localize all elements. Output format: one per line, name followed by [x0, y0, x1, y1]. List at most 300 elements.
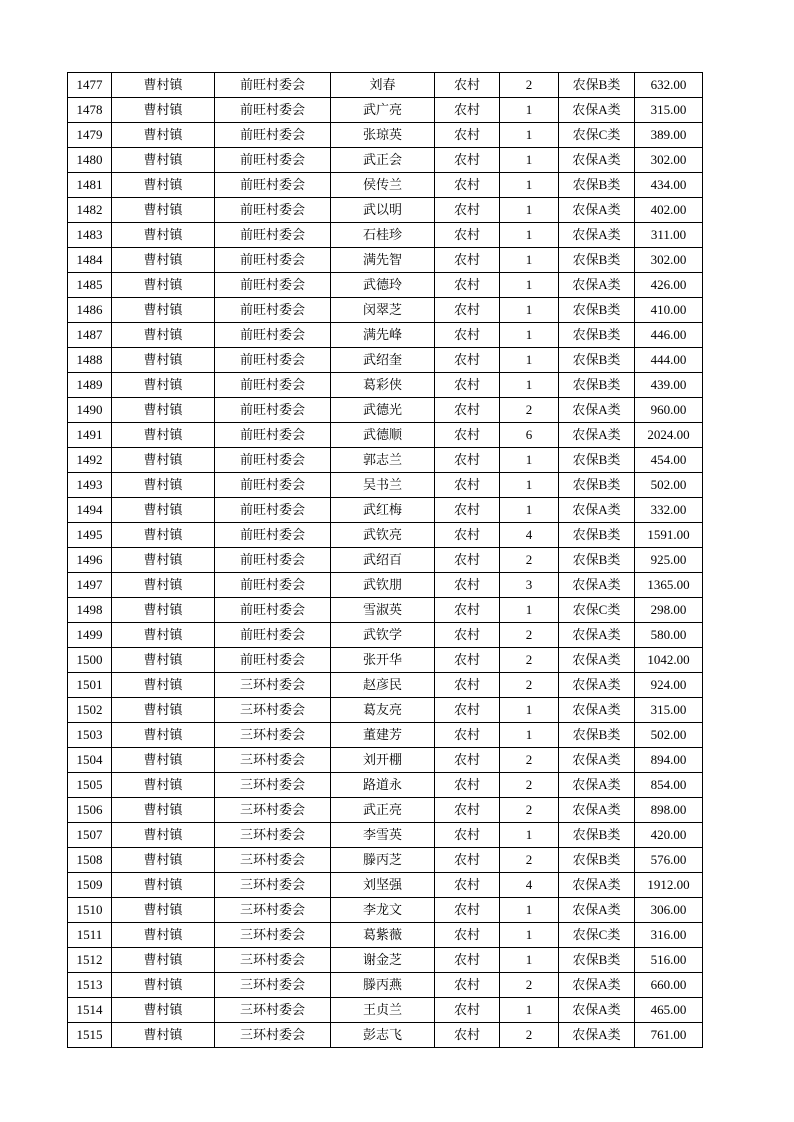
table-row — [68, 423, 703, 448]
table-row — [68, 98, 703, 123]
member-count-cell: 2 — [500, 73, 559, 98]
table-row — [68, 673, 703, 698]
table-row — [68, 173, 703, 198]
serial-number-cell: 1509 — [68, 873, 112, 898]
name-cell: 闵翠芝 — [331, 298, 435, 323]
name-cell: 武绍奎 — [331, 348, 435, 373]
insurance-category-cell: 农保B类 — [559, 723, 635, 748]
relief-roster-table — [67, 72, 703, 1048]
insurance-category-cell: 农保B类 — [559, 173, 635, 198]
member-count-cell: 1 — [500, 948, 559, 973]
name-cell: 武绍百 — [331, 548, 435, 573]
amount-cell: 302.00 — [635, 148, 703, 173]
village-committee-cell: 三环村委会 — [215, 973, 331, 998]
household-type-cell: 农村 — [435, 473, 500, 498]
member-count-cell: 2 — [500, 648, 559, 673]
village-committee-cell: 三环村委会 — [215, 948, 331, 973]
serial-number-cell: 1500 — [68, 648, 112, 673]
table-row — [68, 898, 703, 923]
name-cell: 赵彦民 — [331, 673, 435, 698]
town-cell: 曹村镇 — [112, 398, 215, 423]
insurance-category-cell: 农保B类 — [559, 248, 635, 273]
town-cell: 曹村镇 — [112, 498, 215, 523]
name-cell: 刘春 — [331, 73, 435, 98]
household-type-cell: 农村 — [435, 123, 500, 148]
household-type-cell: 农村 — [435, 498, 500, 523]
table-row — [68, 848, 703, 873]
name-cell: 董建芳 — [331, 723, 435, 748]
serial-number-cell: 1477 — [68, 73, 112, 98]
household-type-cell: 农村 — [435, 398, 500, 423]
insurance-category-cell: 农保A类 — [559, 673, 635, 698]
amount-cell: 502.00 — [635, 723, 703, 748]
table-row — [68, 698, 703, 723]
village-committee-cell: 三环村委会 — [215, 923, 331, 948]
village-committee-cell: 三环村委会 — [215, 848, 331, 873]
table-row — [68, 498, 703, 523]
member-count-cell: 1 — [500, 323, 559, 348]
village-committee-cell: 前旺村委会 — [215, 298, 331, 323]
serial-number-cell: 1490 — [68, 398, 112, 423]
amount-cell: 426.00 — [635, 273, 703, 298]
household-type-cell: 农村 — [435, 598, 500, 623]
amount-cell: 302.00 — [635, 248, 703, 273]
amount-cell: 660.00 — [635, 973, 703, 998]
insurance-category-cell: 农保A类 — [559, 898, 635, 923]
insurance-category-cell: 农保A类 — [559, 973, 635, 998]
household-type-cell: 农村 — [435, 823, 500, 848]
serial-number-cell: 1514 — [68, 998, 112, 1023]
amount-cell: 446.00 — [635, 323, 703, 348]
insurance-category-cell: 农保B类 — [559, 548, 635, 573]
household-type-cell: 农村 — [435, 423, 500, 448]
town-cell: 曹村镇 — [112, 98, 215, 123]
member-count-cell: 1 — [500, 448, 559, 473]
town-cell: 曹村镇 — [112, 998, 215, 1023]
village-committee-cell: 前旺村委会 — [215, 73, 331, 98]
insurance-category-cell: 农保A类 — [559, 623, 635, 648]
town-cell: 曹村镇 — [112, 973, 215, 998]
household-type-cell: 农村 — [435, 348, 500, 373]
village-committee-cell: 三环村委会 — [215, 998, 331, 1023]
insurance-category-cell: 农保A类 — [559, 1023, 635, 1048]
town-cell: 曹村镇 — [112, 873, 215, 898]
town-cell: 曹村镇 — [112, 198, 215, 223]
village-committee-cell: 前旺村委会 — [215, 473, 331, 498]
member-count-cell: 1 — [500, 148, 559, 173]
village-committee-cell: 前旺村委会 — [215, 548, 331, 573]
town-cell: 曹村镇 — [112, 898, 215, 923]
name-cell: 武钦朋 — [331, 573, 435, 598]
serial-number-cell: 1510 — [68, 898, 112, 923]
household-type-cell: 农村 — [435, 673, 500, 698]
name-cell: 谢金芝 — [331, 948, 435, 973]
village-committee-cell: 前旺村委会 — [215, 198, 331, 223]
household-type-cell: 农村 — [435, 798, 500, 823]
amount-cell: 311.00 — [635, 223, 703, 248]
insurance-category-cell: 农保B类 — [559, 348, 635, 373]
town-cell: 曹村镇 — [112, 523, 215, 548]
insurance-category-cell: 农保B类 — [559, 323, 635, 348]
village-committee-cell: 三环村委会 — [215, 698, 331, 723]
household-type-cell: 农村 — [435, 248, 500, 273]
table-row — [68, 773, 703, 798]
table-row — [68, 1023, 703, 1048]
member-count-cell: 4 — [500, 523, 559, 548]
household-type-cell: 农村 — [435, 223, 500, 248]
household-type-cell: 农村 — [435, 623, 500, 648]
member-count-cell: 1 — [500, 198, 559, 223]
name-cell: 葛友亮 — [331, 698, 435, 723]
serial-number-cell: 1497 — [68, 573, 112, 598]
name-cell: 武钦亮 — [331, 523, 435, 548]
serial-number-cell: 1501 — [68, 673, 112, 698]
town-cell: 曹村镇 — [112, 773, 215, 798]
serial-number-cell: 1505 — [68, 773, 112, 798]
household-type-cell: 农村 — [435, 848, 500, 873]
amount-cell: 332.00 — [635, 498, 703, 523]
household-type-cell: 农村 — [435, 573, 500, 598]
serial-number-cell: 1495 — [68, 523, 112, 548]
village-committee-cell: 前旺村委会 — [215, 398, 331, 423]
name-cell: 吴书兰 — [331, 473, 435, 498]
village-committee-cell: 前旺村委会 — [215, 648, 331, 673]
amount-cell: 420.00 — [635, 823, 703, 848]
insurance-category-cell: 农保A类 — [559, 223, 635, 248]
name-cell: 葛紫薇 — [331, 923, 435, 948]
member-count-cell: 1 — [500, 98, 559, 123]
town-cell: 曹村镇 — [112, 698, 215, 723]
household-type-cell: 农村 — [435, 1023, 500, 1048]
insurance-category-cell: 农保A类 — [559, 498, 635, 523]
amount-cell: 454.00 — [635, 448, 703, 473]
amount-cell: 580.00 — [635, 623, 703, 648]
name-cell: 石桂珍 — [331, 223, 435, 248]
village-committee-cell: 三环村委会 — [215, 823, 331, 848]
amount-cell: 898.00 — [635, 798, 703, 823]
serial-number-cell: 1513 — [68, 973, 112, 998]
town-cell: 曹村镇 — [112, 248, 215, 273]
name-cell: 武广亮 — [331, 98, 435, 123]
insurance-category-cell: 农保C类 — [559, 123, 635, 148]
insurance-category-cell: 农保A类 — [559, 873, 635, 898]
name-cell: 刘坚强 — [331, 873, 435, 898]
name-cell: 张开华 — [331, 648, 435, 673]
member-count-cell: 1 — [500, 898, 559, 923]
serial-number-cell: 1493 — [68, 473, 112, 498]
name-cell: 武红梅 — [331, 498, 435, 523]
town-cell: 曹村镇 — [112, 273, 215, 298]
table-row — [68, 473, 703, 498]
household-type-cell: 农村 — [435, 723, 500, 748]
table-row — [68, 973, 703, 998]
amount-cell: 925.00 — [635, 548, 703, 573]
serial-number-cell: 1489 — [68, 373, 112, 398]
table-row — [68, 373, 703, 398]
serial-number-cell: 1507 — [68, 823, 112, 848]
insurance-category-cell: 农保A类 — [559, 648, 635, 673]
table-row — [68, 923, 703, 948]
table-row — [68, 948, 703, 973]
village-committee-cell: 前旺村委会 — [215, 98, 331, 123]
amount-cell: 576.00 — [635, 848, 703, 873]
table-row — [68, 598, 703, 623]
table-row — [68, 998, 703, 1023]
table-row — [68, 623, 703, 648]
name-cell: 武德光 — [331, 398, 435, 423]
name-cell: 雪淑英 — [331, 598, 435, 623]
member-count-cell: 1 — [500, 823, 559, 848]
member-count-cell: 1 — [500, 373, 559, 398]
insurance-category-cell: 农保A类 — [559, 398, 635, 423]
village-committee-cell: 前旺村委会 — [215, 323, 331, 348]
village-committee-cell: 三环村委会 — [215, 873, 331, 898]
village-committee-cell: 三环村委会 — [215, 673, 331, 698]
serial-number-cell: 1487 — [68, 323, 112, 348]
insurance-category-cell: 农保B类 — [559, 73, 635, 98]
village-committee-cell: 前旺村委会 — [215, 148, 331, 173]
member-count-cell: 2 — [500, 548, 559, 573]
household-type-cell: 农村 — [435, 998, 500, 1023]
household-type-cell: 农村 — [435, 923, 500, 948]
member-count-cell: 1 — [500, 348, 559, 373]
village-committee-cell: 三环村委会 — [215, 723, 331, 748]
insurance-category-cell: 农保A类 — [559, 698, 635, 723]
table-row — [68, 548, 703, 573]
serial-number-cell: 1492 — [68, 448, 112, 473]
village-committee-cell: 前旺村委会 — [215, 173, 331, 198]
table-row — [68, 323, 703, 348]
insurance-category-cell: 农保A类 — [559, 748, 635, 773]
insurance-category-cell: 农保A类 — [559, 998, 635, 1023]
serial-number-cell: 1478 — [68, 98, 112, 123]
table-row — [68, 448, 703, 473]
amount-cell: 960.00 — [635, 398, 703, 423]
village-committee-cell: 前旺村委会 — [215, 573, 331, 598]
town-cell: 曹村镇 — [112, 323, 215, 348]
insurance-category-cell: 农保A类 — [559, 148, 635, 173]
household-type-cell: 农村 — [435, 148, 500, 173]
name-cell: 武以明 — [331, 198, 435, 223]
serial-number-cell: 1511 — [68, 923, 112, 948]
town-cell: 曹村镇 — [112, 423, 215, 448]
table-row — [68, 148, 703, 173]
name-cell: 张琼英 — [331, 123, 435, 148]
insurance-category-cell: 农保C类 — [559, 923, 635, 948]
amount-cell: 502.00 — [635, 473, 703, 498]
household-type-cell: 农村 — [435, 548, 500, 573]
table-row — [68, 798, 703, 823]
member-count-cell: 2 — [500, 798, 559, 823]
table-row — [68, 723, 703, 748]
insurance-category-cell: 农保B类 — [559, 823, 635, 848]
household-type-cell: 农村 — [435, 973, 500, 998]
town-cell: 曹村镇 — [112, 473, 215, 498]
serial-number-cell: 1484 — [68, 248, 112, 273]
member-count-cell: 2 — [500, 1023, 559, 1048]
table-row — [68, 398, 703, 423]
village-committee-cell: 前旺村委会 — [215, 498, 331, 523]
town-cell: 曹村镇 — [112, 848, 215, 873]
member-count-cell: 1 — [500, 173, 559, 198]
household-type-cell: 农村 — [435, 273, 500, 298]
member-count-cell: 1 — [500, 273, 559, 298]
insurance-category-cell: 农保B类 — [559, 298, 635, 323]
amount-cell: 298.00 — [635, 598, 703, 623]
insurance-category-cell: 农保A类 — [559, 273, 635, 298]
serial-number-cell: 1512 — [68, 948, 112, 973]
village-committee-cell: 三环村委会 — [215, 798, 331, 823]
town-cell: 曹村镇 — [112, 573, 215, 598]
household-type-cell: 农村 — [435, 748, 500, 773]
household-type-cell: 农村 — [435, 648, 500, 673]
table-row — [68, 248, 703, 273]
member-count-cell: 1 — [500, 123, 559, 148]
insurance-category-cell: 农保A类 — [559, 198, 635, 223]
town-cell: 曹村镇 — [112, 348, 215, 373]
member-count-cell: 4 — [500, 873, 559, 898]
table-row — [68, 198, 703, 223]
member-count-cell: 1 — [500, 298, 559, 323]
amount-cell: 315.00 — [635, 98, 703, 123]
household-type-cell: 农村 — [435, 198, 500, 223]
member-count-cell: 3 — [500, 573, 559, 598]
village-committee-cell: 前旺村委会 — [215, 348, 331, 373]
amount-cell: 410.00 — [635, 298, 703, 323]
town-cell: 曹村镇 — [112, 948, 215, 973]
town-cell: 曹村镇 — [112, 373, 215, 398]
town-cell: 曹村镇 — [112, 548, 215, 573]
member-count-cell: 2 — [500, 673, 559, 698]
amount-cell: 402.00 — [635, 198, 703, 223]
member-count-cell: 2 — [500, 748, 559, 773]
name-cell: 滕丙燕 — [331, 973, 435, 998]
serial-number-cell: 1506 — [68, 798, 112, 823]
amount-cell: 924.00 — [635, 673, 703, 698]
town-cell: 曹村镇 — [112, 1023, 215, 1048]
household-type-cell: 农村 — [435, 873, 500, 898]
amount-cell: 894.00 — [635, 748, 703, 773]
insurance-category-cell: 农保A类 — [559, 423, 635, 448]
name-cell: 李雪英 — [331, 823, 435, 848]
amount-cell: 761.00 — [635, 1023, 703, 1048]
table-row — [68, 648, 703, 673]
serial-number-cell: 1498 — [68, 598, 112, 623]
name-cell: 李龙文 — [331, 898, 435, 923]
village-committee-cell: 前旺村委会 — [215, 248, 331, 273]
amount-cell: 632.00 — [635, 73, 703, 98]
member-count-cell: 2 — [500, 773, 559, 798]
amount-cell: 316.00 — [635, 923, 703, 948]
household-type-cell: 农村 — [435, 898, 500, 923]
table-row — [68, 523, 703, 548]
household-type-cell: 农村 — [435, 523, 500, 548]
amount-cell: 306.00 — [635, 898, 703, 923]
serial-number-cell: 1499 — [68, 623, 112, 648]
table-row — [68, 348, 703, 373]
member-count-cell: 1 — [500, 248, 559, 273]
name-cell: 武德顺 — [331, 423, 435, 448]
name-cell: 滕丙芝 — [331, 848, 435, 873]
serial-number-cell: 1515 — [68, 1023, 112, 1048]
town-cell: 曹村镇 — [112, 448, 215, 473]
name-cell: 武正会 — [331, 148, 435, 173]
name-cell: 葛彩侠 — [331, 373, 435, 398]
amount-cell: 1042.00 — [635, 648, 703, 673]
member-count-cell: 1 — [500, 598, 559, 623]
insurance-category-cell: 农保B类 — [559, 373, 635, 398]
town-cell: 曹村镇 — [112, 748, 215, 773]
table-row — [68, 298, 703, 323]
amount-cell: 516.00 — [635, 948, 703, 973]
town-cell: 曹村镇 — [112, 673, 215, 698]
insurance-category-cell: 农保B类 — [559, 948, 635, 973]
town-cell: 曹村镇 — [112, 648, 215, 673]
town-cell: 曹村镇 — [112, 923, 215, 948]
member-count-cell: 2 — [500, 623, 559, 648]
village-committee-cell: 三环村委会 — [215, 1023, 331, 1048]
village-committee-cell: 三环村委会 — [215, 748, 331, 773]
town-cell: 曹村镇 — [112, 73, 215, 98]
member-count-cell: 1 — [500, 923, 559, 948]
village-committee-cell: 前旺村委会 — [215, 598, 331, 623]
name-cell: 侯传兰 — [331, 173, 435, 198]
table-row — [68, 73, 703, 98]
household-type-cell: 农村 — [435, 373, 500, 398]
serial-number-cell: 1485 — [68, 273, 112, 298]
village-committee-cell: 前旺村委会 — [215, 423, 331, 448]
serial-number-cell: 1491 — [68, 423, 112, 448]
insurance-category-cell: 农保A类 — [559, 573, 635, 598]
table-row — [68, 573, 703, 598]
member-count-cell: 2 — [500, 973, 559, 998]
insurance-category-cell: 农保A类 — [559, 98, 635, 123]
serial-number-cell: 1494 — [68, 498, 112, 523]
name-cell: 武德玲 — [331, 273, 435, 298]
name-cell: 武钦学 — [331, 623, 435, 648]
member-count-cell: 2 — [500, 398, 559, 423]
insurance-category-cell: 农保B类 — [559, 523, 635, 548]
member-count-cell: 1 — [500, 998, 559, 1023]
table-row — [68, 223, 703, 248]
household-type-cell: 农村 — [435, 698, 500, 723]
name-cell: 彭志飞 — [331, 1023, 435, 1048]
member-count-cell: 1 — [500, 223, 559, 248]
member-count-cell: 6 — [500, 423, 559, 448]
village-committee-cell: 三环村委会 — [215, 898, 331, 923]
amount-cell: 315.00 — [635, 698, 703, 723]
amount-cell: 439.00 — [635, 373, 703, 398]
village-committee-cell: 前旺村委会 — [215, 523, 331, 548]
household-type-cell: 农村 — [435, 98, 500, 123]
table-body — [68, 73, 703, 1048]
name-cell: 刘开棚 — [331, 748, 435, 773]
town-cell: 曹村镇 — [112, 148, 215, 173]
village-committee-cell: 前旺村委会 — [215, 223, 331, 248]
serial-number-cell: 1503 — [68, 723, 112, 748]
insurance-category-cell: 农保B类 — [559, 448, 635, 473]
town-cell: 曹村镇 — [112, 173, 215, 198]
serial-number-cell: 1488 — [68, 348, 112, 373]
member-count-cell: 1 — [500, 473, 559, 498]
town-cell: 曹村镇 — [112, 798, 215, 823]
amount-cell: 444.00 — [635, 348, 703, 373]
town-cell: 曹村镇 — [112, 223, 215, 248]
village-committee-cell: 前旺村委会 — [215, 273, 331, 298]
serial-number-cell: 1496 — [68, 548, 112, 573]
village-committee-cell: 前旺村委会 — [215, 448, 331, 473]
village-committee-cell: 前旺村委会 — [215, 373, 331, 398]
